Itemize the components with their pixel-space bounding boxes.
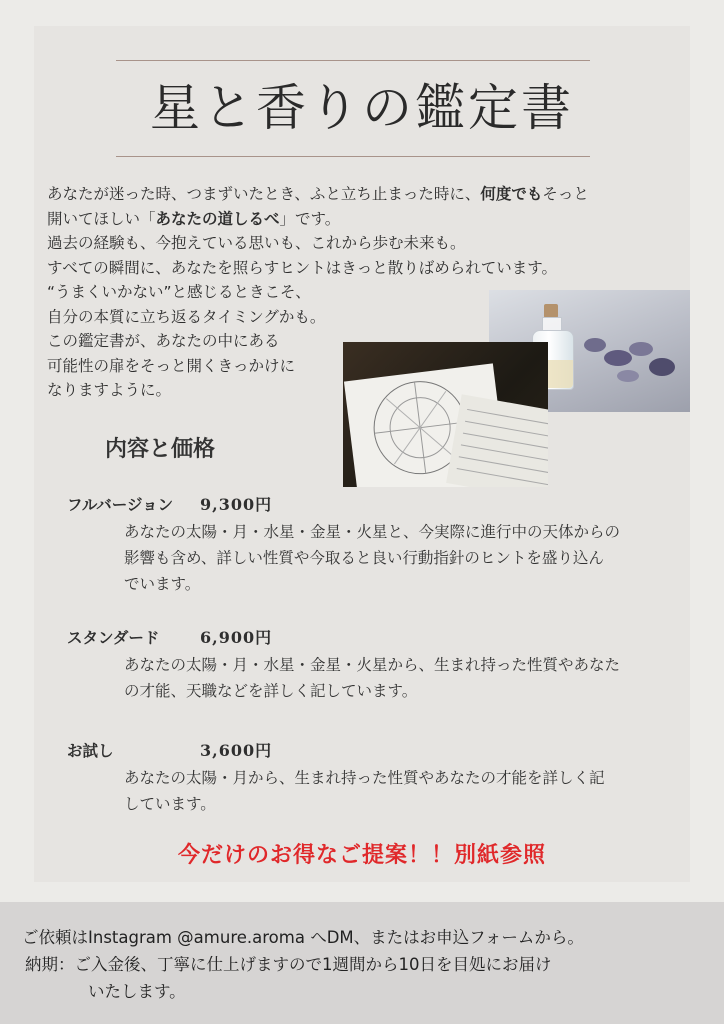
lavender-flower [649,358,675,376]
ephemeris-table-paper [446,394,548,487]
plan-name: フルバージョン [67,496,174,514]
plan-price: 3,600円 [200,741,273,760]
plan-price: 9,300円 [200,495,273,514]
lavender-flower [584,338,606,352]
intro-line-2: 開いてほしい「あなたの道しるべ」です。 [47,209,341,228]
plan-description [124,519,684,597]
intro-line-5: “うまくいかない”と感じるときこそ、 [47,283,311,301]
table-lines-icon [446,394,548,487]
intro-line-1: あなたが迷った時、つまずいたとき、ふと立ち止まった時に、何度でもそっと [47,185,589,203]
plan-description-line: しています。 [124,795,216,813]
astrology-chart-photo [343,342,548,487]
page-title: 星と香りの鑑定書 [150,79,574,137]
plan-description-line: あなたの太陽・月・水星・金星・火星から、生まれ持った性質やあなた [124,656,621,674]
title-top-rule [116,60,590,61]
intro-line-9: なりますように。 [47,381,172,399]
plan-price: 6,900円 [200,628,273,647]
plan-description-line: の才能、天職などを詳しく記しています。 [124,682,418,700]
plan-description-line: あなたの太陽・月から、生まれ持った性質やあなたの才能を詳しく記 [124,769,605,787]
plan-description [124,652,684,704]
plan-description-line: 影響も含め、詳しい性質や今取ると良い行動指針のヒントを盛り込ん [124,549,604,567]
title-bottom-rule [116,156,590,157]
footer-contact [0,902,724,1024]
lavender-flower [617,370,639,382]
intro-line-3: 過去の経験も、今抱えている思いも、これから歩む未来も。 [47,234,466,252]
plan-description-line: あなたの太陽・月・水星・金星・火星と、今実際に進行中の天体からの [124,523,621,541]
plan-description [124,765,684,817]
lavender-flower [629,342,653,356]
promo-banner: 今だけのお得なご提案！！別紙参照 [177,843,546,868]
footer-line-delivery: 納期：ご入金後、丁寧に仕上げますので1週間から10日を目処にお届け [25,955,552,974]
intro-line-8: 可能性の扉をそっと開くきっかけに [47,356,296,375]
plan-name: お試し [67,742,114,760]
footer-line-delivery-cont: いたします。 [88,982,186,1001]
plan-description-line: でいます。 [124,575,201,593]
plan-name: スタンダード [67,629,160,647]
intro-line-7: この鑑定書が、あなたの中にある [47,332,280,350]
intro-line-6: 自分の本質に立ち返るタイミングかも。 [47,307,326,326]
section-title-pricing: 内容と価格 [105,437,216,462]
bottle-cork [544,304,558,318]
intro-line-4: すべての瞬間に、あなたを照らすヒントはきっと散りばめられています。 [47,258,557,277]
lavender-flower [604,350,632,366]
footer-line-contact: ご依頼はInstagram @amure.aroma へDM、またはお申込フォームから。 [22,928,584,947]
